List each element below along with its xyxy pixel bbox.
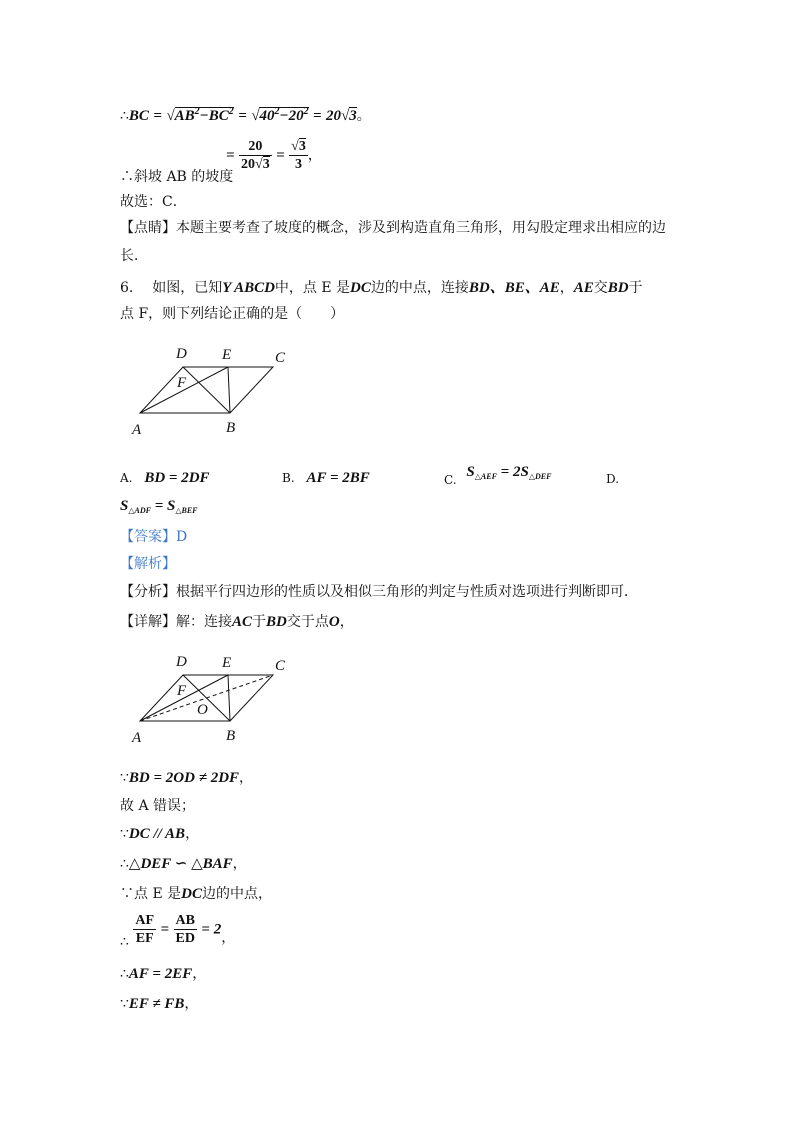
step-3 bbox=[120, 824, 199, 844]
step-8-expr: EF ≠ FB bbox=[128, 996, 185, 1012]
step-4-end: ， bbox=[232, 856, 247, 872]
option-d-s1: S bbox=[120, 498, 129, 514]
label-a: A bbox=[132, 422, 142, 438]
answer-tag: 【答案】D bbox=[120, 529, 188, 545]
step-1-expr: BD = 2OD ≠ 2DF bbox=[128, 770, 240, 786]
option-c-sub1: △AEF bbox=[474, 472, 497, 481]
label-b: B bbox=[226, 420, 236, 436]
parallelogram-name: Y ABCD bbox=[222, 280, 275, 296]
step-4-expr: △DEF ∽ △BAF bbox=[128, 856, 233, 872]
step-7-end: ， bbox=[192, 966, 207, 982]
step-7 bbox=[120, 964, 206, 984]
step-7-expr: AF = 2EF bbox=[128, 966, 193, 982]
therefore-symbol: ∴ bbox=[120, 108, 129, 124]
detail-tag: 【详解】 bbox=[120, 614, 176, 630]
step-6-result: = 2 bbox=[201, 921, 222, 938]
step-8-end: ， bbox=[184, 996, 199, 1012]
label-c-2: C bbox=[275, 658, 286, 674]
option-d-sub1: △ADF bbox=[128, 506, 151, 515]
slope-fraction: = $\frac{20}{20√3}$ = $\frac{√3}{3}$ ， bbox=[226, 139, 322, 172]
detail-line bbox=[120, 612, 354, 632]
q-text-1: 如图，已知 bbox=[152, 280, 223, 296]
q-comma: ， bbox=[559, 280, 574, 296]
fraction-1 bbox=[239, 138, 272, 173]
step-5-post: 边的中点， bbox=[201, 886, 272, 902]
option-d-label: D. bbox=[606, 472, 620, 486]
frac2-num: √3 bbox=[291, 139, 306, 154]
label-b-2: B bbox=[226, 728, 236, 744]
step-8 bbox=[120, 994, 198, 1014]
label-f: F bbox=[177, 375, 187, 391]
label-d-2: D bbox=[176, 654, 187, 670]
detail-text-4: ， bbox=[339, 614, 354, 630]
step-6-end: ， bbox=[221, 929, 236, 946]
q-text-2: 中，点 E 是 bbox=[274, 280, 351, 296]
option-c bbox=[444, 464, 552, 487]
answer-line: 故选：C． bbox=[120, 194, 187, 210]
figure-parallelogram-1 bbox=[128, 340, 298, 440]
label-e-2: E bbox=[222, 655, 232, 671]
figure-parallelogram-2 bbox=[128, 648, 298, 748]
ae-var: AE bbox=[573, 280, 594, 296]
step-6-eq: = bbox=[160, 921, 170, 938]
label-e: E bbox=[222, 347, 232, 363]
fraction-ab-ed bbox=[174, 912, 197, 947]
option-a bbox=[120, 470, 210, 487]
question-number: 6. bbox=[120, 280, 134, 296]
frac1-den: 20√3 bbox=[241, 157, 270, 172]
sqrt-expr-1: $√AB^2-BC^2$ bbox=[166, 106, 234, 124]
q-text-5: 于 bbox=[628, 280, 643, 296]
option-c-sub2: △DEF bbox=[528, 472, 552, 481]
step-3-pre: ∵ bbox=[120, 826, 129, 842]
option-d-expr bbox=[120, 498, 198, 515]
sqrt-expr-2: $√40^2-20^2$ bbox=[251, 106, 309, 124]
segment-be-2 bbox=[228, 675, 230, 721]
pointing-line-2: 长． bbox=[120, 248, 148, 264]
label-a-2: A bbox=[132, 730, 142, 746]
step-6-pre: ∴ bbox=[120, 933, 129, 950]
option-c-label: C. bbox=[444, 473, 457, 487]
step-3-expr: DC // AB bbox=[128, 826, 186, 842]
option-c-s1: S bbox=[466, 464, 475, 480]
bd-var: BD bbox=[607, 280, 629, 296]
question-6-line-2: 点 F，则下列结论正确的是（ ） bbox=[120, 306, 345, 322]
segments: BD、BE、AE bbox=[468, 280, 560, 296]
step-7-pre: ∴ bbox=[120, 966, 129, 982]
ac-var: AC bbox=[232, 614, 253, 630]
step-5 bbox=[120, 884, 272, 904]
detail-bd-var: BD bbox=[266, 614, 287, 630]
frac2-den: 3 bbox=[295, 157, 303, 172]
step-5-dc: DC bbox=[181, 886, 202, 902]
pointing-tag: 【点睛】 bbox=[120, 220, 176, 236]
result-coeff: 20 bbox=[326, 108, 342, 124]
formula-line-1: ∴BC = $√AB^2-BC^2 = √40^2-20^2 = 20√3$。 bbox=[120, 106, 371, 124]
o-var: O bbox=[328, 614, 340, 630]
option-b-expr: AF = 2BF bbox=[306, 470, 370, 486]
step-1 bbox=[120, 768, 253, 788]
step-3-end: ， bbox=[185, 826, 200, 842]
label-c: C bbox=[275, 350, 286, 366]
analysis-tag: 【解析】 bbox=[120, 556, 176, 572]
num-20: 20 bbox=[288, 108, 304, 124]
option-d-sub2: △BEF bbox=[175, 506, 198, 515]
frac-af: AF bbox=[135, 913, 155, 928]
option-a-expr: BD = 2DF bbox=[144, 470, 210, 486]
frac-ef: EF bbox=[135, 931, 154, 946]
exp: 2 bbox=[194, 106, 200, 117]
option-b bbox=[282, 470, 370, 487]
segment-bd bbox=[183, 367, 230, 413]
result: 20√3 bbox=[326, 108, 357, 124]
equals: = bbox=[153, 108, 162, 124]
option-d-mid: = S bbox=[150, 498, 176, 514]
option-a-label: A. bbox=[120, 471, 133, 485]
minus: − bbox=[199, 108, 209, 124]
period: 。 bbox=[356, 108, 371, 124]
step-2: 故 A 错误； bbox=[120, 798, 196, 814]
fenxi-text: 根据平行四边形的性质以及相似三角形的判定与性质对选项进行判断即可． bbox=[176, 584, 638, 600]
slope-label: ∴斜坡 AB 的坡度 bbox=[120, 169, 234, 185]
fenxi-tag: 【分析】 bbox=[120, 584, 176, 600]
fraction-2 bbox=[289, 138, 308, 173]
step-5-pre: ∵点 E 是 bbox=[120, 886, 182, 902]
step-6 bbox=[120, 912, 236, 950]
bc-var-2: BC bbox=[208, 108, 229, 124]
frac1-den-root: 3 bbox=[262, 157, 270, 172]
detail-text-2: 于 bbox=[252, 614, 267, 630]
label-o-2: O bbox=[197, 702, 208, 718]
dc-var: DC bbox=[350, 280, 371, 296]
detail-text-1: 解：连接 bbox=[176, 614, 232, 630]
label-d: D bbox=[176, 346, 187, 362]
fraction-af-ef bbox=[133, 912, 156, 947]
option-b-label: B. bbox=[282, 471, 295, 485]
pointing-line-1 bbox=[120, 218, 666, 238]
frac1-num: 20 bbox=[239, 138, 272, 156]
step-4 bbox=[120, 854, 247, 874]
frac1-den-coef: 20 bbox=[241, 157, 256, 172]
label-f-2: F bbox=[177, 683, 187, 699]
frac2-num-root: 3 bbox=[298, 139, 306, 154]
root-3: 3 bbox=[349, 108, 357, 124]
step-1-end: ， bbox=[239, 770, 254, 786]
pointing-text: 本题主要考查了坡度的概念，涉及到构造直角三角形，用勾股定理求出相应的边 bbox=[176, 220, 666, 236]
segment-be bbox=[228, 367, 230, 413]
q-text-4: 交 bbox=[593, 280, 608, 296]
step-8-pre: ∵ bbox=[120, 996, 129, 1012]
ab-var: AB bbox=[174, 108, 195, 124]
step-1-pre: ∵ bbox=[120, 770, 129, 786]
question-6-line-1 bbox=[120, 278, 643, 298]
option-c-mid: = 2S bbox=[496, 464, 529, 480]
bc-var: BC bbox=[128, 108, 149, 124]
detail-text-3: 交于点 bbox=[286, 614, 329, 630]
num-40: 40 bbox=[259, 108, 275, 124]
q-text-3: 边的中点，连接 bbox=[370, 280, 469, 296]
frac-ed: ED bbox=[175, 931, 195, 946]
comma: ， bbox=[307, 147, 322, 164]
step-4-pre: ∴ bbox=[120, 856, 129, 872]
fenxi-line bbox=[120, 582, 638, 602]
frac-ab: AB bbox=[175, 913, 195, 928]
